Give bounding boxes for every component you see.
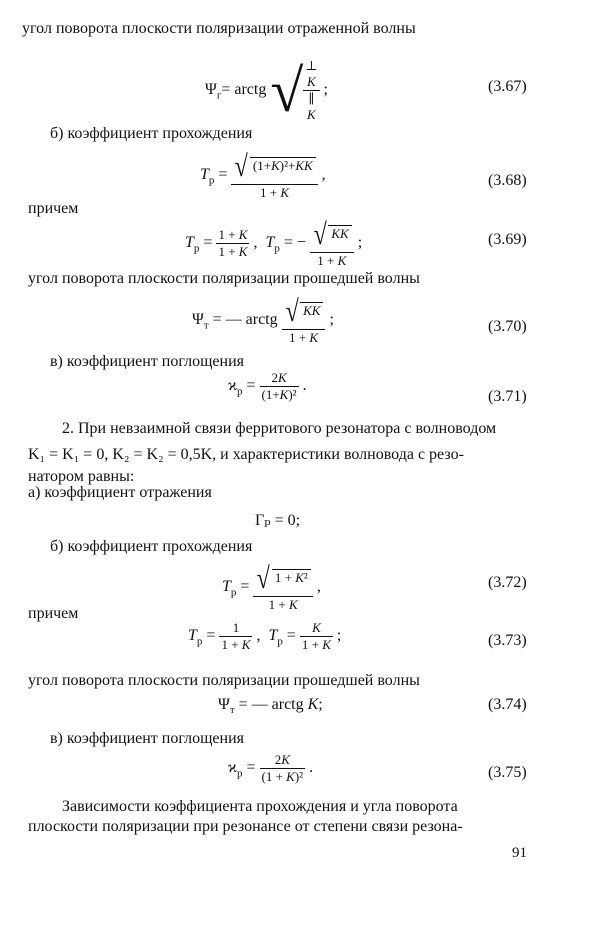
paragraph-line: угол поворота плоскости поляризации прошедшей волны <box>28 672 420 689</box>
section-label: в) коэффициент поглощения <box>50 730 244 747</box>
paragraph-line: причем <box>28 605 79 622</box>
equation-3-70: $\Psi_т$ = — arctg $\frac{√ KK}{1 + K}$ ; <box>192 295 334 345</box>
section-label: а) коэффициент отражения <box>28 484 212 501</box>
paragraph-line: натором равны: <box>28 468 135 485</box>
equation-number: (3.72) <box>488 574 527 591</box>
page-number: 91 <box>512 845 527 861</box>
equation-3-68: $T_р$ = $\frac{\text{√ (1+K)²+KK}}{1 + K}$ , <box>200 150 326 200</box>
paragraph-line: Зависимости коэффициента прохождения и угла поворота <box>62 798 458 815</box>
equation-number: (3.69) <box>488 231 527 248</box>
equation-number: (3.75) <box>488 764 527 781</box>
paragraph-line: плоскости поляризации при резонансе от степени связи резона- <box>28 818 463 835</box>
section-label: б) коэффициент прохождения <box>50 125 253 142</box>
equation-3-69: $T_р$ = $\frac{1 + K}{1 + K}$ , $T_р$ = − $\frac{√ KK}{1 + K}$ ; <box>185 218 363 268</box>
paragraph-line: угол поворота плоскости поляризации прошедшей волны <box>28 270 420 287</box>
section-label: в) коэффициент поглощения <box>50 353 244 370</box>
equation-number: (3.74) <box>488 696 527 713</box>
paragraph-line: причем <box>28 200 79 217</box>
paragraph-line: угол поворота плоскости поляризации отраженной волны <box>22 20 416 37</box>
equation-number: (3.71) <box>488 388 527 405</box>
equation-number: (3.67) <box>488 78 527 95</box>
equation-3-72: $T_р$ = $\frac{\text{√ 1 + K²}}{1 + K}$ , <box>222 562 321 612</box>
equation-3-67: $\Psi_г=$ arctg √ ⊥ K ∥ K ; <box>205 57 328 124</box>
equation-3-71: $ϰ_р$ = $\frac{2K}{\text{(1+K)²}}$ . <box>228 370 307 402</box>
equation-3-74: $\Psi_т$ = — arctg K; <box>218 696 323 717</box>
equation-number: (3.70) <box>488 318 527 335</box>
paragraph-line: 2. При невзаимной связи ферритового резонатора с волноводом <box>62 420 497 437</box>
equation-3-73: $T_р$ = $\frac{1}{1 + K}$ , $T_р$ = $\frac{K}{1 + K}$ ; <box>188 620 342 652</box>
equation-gamma: Γₚ = 0; <box>255 512 301 529</box>
equation-3-75: $ϰ_р$ = $\frac{2K}{\text{(1 + K)²}}$ . <box>228 752 314 784</box>
paragraph-line: K₁ = K₁ = 0, K₂ = K₂ = 0,5K, и характеристики волновода с резо- <box>28 446 464 463</box>
equation-number: (3.73) <box>488 632 527 649</box>
section-label: б) коэффициент прохождения <box>50 538 253 555</box>
equation-number: (3.68) <box>488 172 527 189</box>
